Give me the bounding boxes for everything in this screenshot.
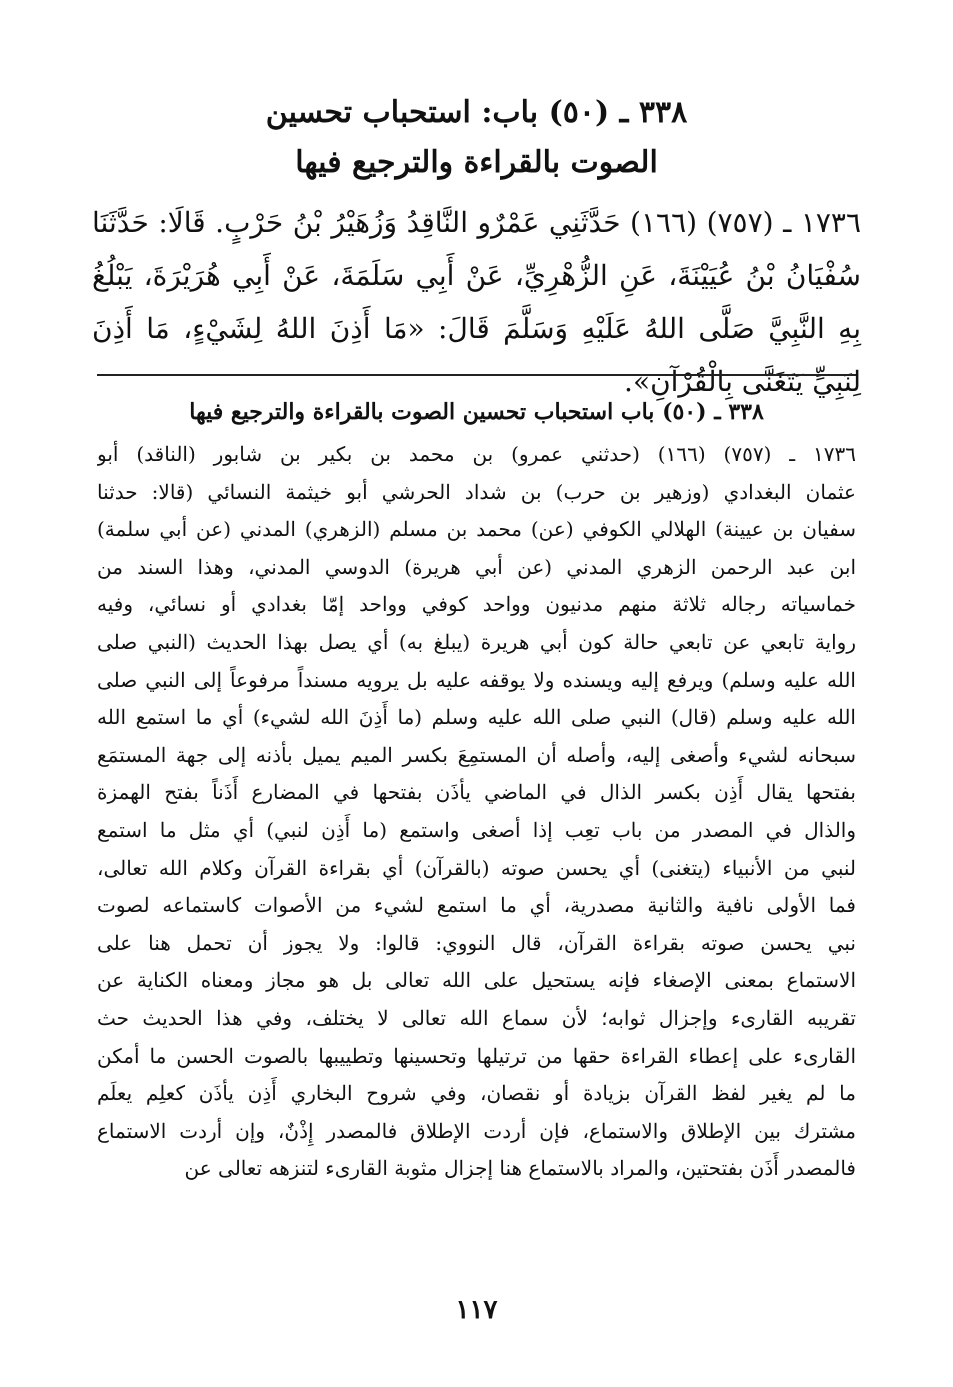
commentary-line: الاستماع بمعنى الإصغاء فإنه يستحيل على الله تعالى بل هو مجاز ومعناه الكناية عن	[97, 968, 856, 993]
commentary-line: سفيان بن عيينة) الهلالي الكوفي (عن) محمد بن مسلم (الزهري) المدني (عن أبي سلمة)	[97, 517, 856, 542]
chapter-title-line-2: الصوت بالقراءة والترجيع فيها	[295, 145, 658, 180]
commentary-line: خماسياته رجاله ثلاثة منهم مدنيون وواحد كوفي وواحد إمّا بغدادي أو نسائي، وفيه	[97, 592, 856, 617]
commentary-line: عثمان البغدادي (وزهير بن حرب) بن شداد الحرشي أبو خيثمة النسائي (قالا: حدثنا	[97, 479, 856, 504]
commentary-line: تقريبه القارىء وإجزال ثوابه؛ لأن سماع الله تعالى لا يختلف، وفي هذا الحديث حث	[97, 1005, 856, 1030]
commentary-line: نبي يحسن صوته بقراءة القرآن، قال النووي: قالوا: ولا يجوز أن تحمل هنا على	[97, 930, 856, 955]
commentary-line: الله عليه وسلم) ويرفع إليه ويسنده ولا يوقفه عليه بل يرويه مسنداً مرفوعاً إلى النبي صلى	[97, 667, 856, 692]
commentary-line: ما لم يغير لفظ القرآن بزيادة أو نقصان، وفي شروح البخاري أَذِن يأذَن كعلِم يعلَم	[97, 1081, 856, 1106]
commentary-line: الله عليه وسلم (قال) النبي صلى الله عليه وسلم (ما أَذِنَ الله لشيء) أي ما استمع الله	[97, 705, 856, 730]
commentary-line: القارىء على إعطاء القراءة حقها من ترتيلها وتحسينها وتطييبها بالصوت الحسن ما أمكن	[97, 1043, 856, 1068]
commentary-line: فما الأولى نافية والثانية مصدرية، أي ما استمع لشيء من الأصوات كاستماعه لصوت	[97, 893, 856, 918]
commentary-heading: ٣٣٨ ـ (٥٠) باب استحباب تحسين الصوت بالقراءة والترجيع فيها	[189, 399, 764, 425]
commentary-line: ابن عبد الرحمن الزهري المدني (عن أبي هريرة) الدوسي المدني، وهذا السند من	[97, 554, 856, 579]
commentary-line: ١٧٣٦ ـ (٧٥٧) (١٦٦) (حدثني عمرو) بن محمد بن بكير بن شابور (الناقد) أبو	[97, 442, 856, 466]
hadith-text: ١٧٣٦ ـ (٧٥٧) (١٦٦) حَدَّثَنِي عَمْرٌو النَّاقِدُ وَزُهَيْرُ بْنُ حَرْبٍ. قَالَا: حَدَّثَنَا سُفْيَانُ بْنُ عُيَيْنَةَ، عَنِ الزُّهْرِيِّ، عَنْ أَبِي سَلَمَةَ، عَنْ أَبِي هُرَيْرَةَ، يَبْلُغُ بِهِ النَّبِيَّ صَلَّى اللهُ عَلَيْهِ وَسَلَّمَ قَالَ: «مَا أَذِنَ اللهُ لِشَيْءٍ، مَا أَذِنَ لِنَبِيٍّ يَتَغَنَّى بِالْقُرْآنِ».	[92, 206, 862, 398]
commentary-line: رواية تابعي عن تابعي حالة كون أبي هريرة (يبلغ به) أي يصل بهذا الحديث (النبي صلى	[97, 629, 856, 654]
commentary-body	[97, 436, 856, 1188]
chapter-title-line-1: ٣٣٨ ـ (٥٠) باب: استحباب تحسين	[265, 95, 688, 130]
page-number: ١١٧	[455, 1295, 498, 1325]
commentary-line: بفتحها يقال أَذِن بكسر الذال في الماضي يأذَن بفتحها في المضارع أَذَناً بفتح الهمزة	[97, 780, 856, 805]
section-divider	[97, 374, 856, 376]
commentary-line: والذال في المصدر من باب تعِب إذا أصغى واستمع (ما أَذِن لنبي) أي مثل ما استمع	[97, 817, 856, 842]
commentary-line: سبحانه لشيء وأصغى إليه، وأصله أن المستمِعَ بكسر الميم يميل بأذنه إلى جهة المستمَع	[97, 742, 856, 767]
commentary-line: لنبي من الأنبياء (يتغنى) أي يحسن صوته (بالقرآن) أي بقراءة القرآن وكلام الله تعالى،	[97, 855, 856, 880]
commentary-line: مشترك بين الإطلاق والاستماع، فإن أردت الإطلاق فالمصدر إِذْنٌ، وإن أردت الاستماع	[97, 1118, 856, 1143]
commentary-line: فالمصدر أَذَن بفتحتين، والمراد بالاستماع هنا إجزال مثوبة القارىء لتنزهه تعالى عن	[184, 1156, 856, 1181]
chapter-heading	[100, 88, 853, 188]
